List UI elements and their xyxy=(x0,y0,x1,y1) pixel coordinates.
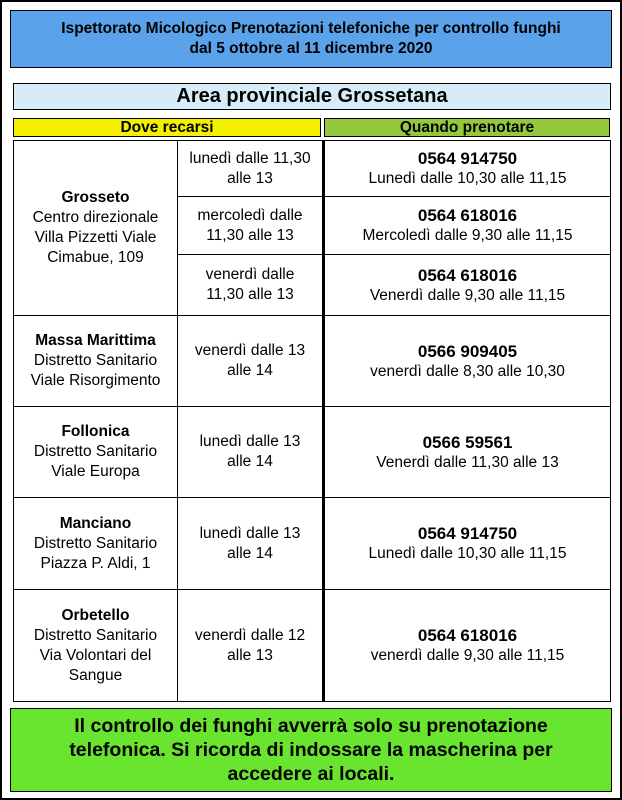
location-name: Massa Marittima xyxy=(35,332,156,349)
day-cell xyxy=(178,255,322,315)
phone-number[interactable]: 0566 59561 xyxy=(422,432,513,452)
phone-number[interactable]: 0564 618016 xyxy=(417,626,518,645)
location-name: Orbetello xyxy=(61,606,130,624)
column-header-where: Dove recarsi xyxy=(13,118,321,137)
location-name: Grosseto xyxy=(61,189,130,206)
day-cell xyxy=(178,498,322,589)
location-cell xyxy=(14,407,177,497)
day-cell xyxy=(178,590,322,701)
booking-cell xyxy=(325,141,610,196)
day-text: venerdì dalle 13 xyxy=(194,342,306,359)
booking-cell xyxy=(325,407,610,497)
location-address-line: Cimabue, 109 xyxy=(47,249,144,266)
location-address-line: Distretto Sanitario xyxy=(33,534,158,552)
location-name: Follonica xyxy=(61,423,130,440)
booking-hours: Mercoledì dalle 9,30 alle 11,15 xyxy=(362,227,573,244)
day-cell xyxy=(178,197,322,254)
day-text: lunedì dalle 13 xyxy=(199,433,301,450)
footer-notice xyxy=(10,708,612,792)
location-address-line: Distretto Sanitario xyxy=(33,626,158,644)
booking-hours: Venerdì dalle 11,30 alle 13 xyxy=(376,453,559,471)
location-address-line: Viale Risorgimento xyxy=(30,372,161,389)
booking-cell xyxy=(325,498,610,589)
location-address-line: Sangue xyxy=(68,666,123,684)
booking-cell xyxy=(325,197,610,254)
day-text: lunedì dalle 11,30 xyxy=(189,149,311,167)
day-text: alle 13 xyxy=(227,646,273,664)
location-cell xyxy=(14,590,177,701)
booking-hours: Venerdì dalle 9,30 alle 11,15 xyxy=(369,286,566,304)
booking-hours: Lunedì dalle 10,30 alle 11,15 xyxy=(368,170,567,187)
day-text: alle 14 xyxy=(227,453,273,470)
day-text: alle 14 xyxy=(227,544,273,562)
location-cell xyxy=(14,498,177,589)
day-text: lunedì dalle 13 xyxy=(199,524,301,542)
day-cell xyxy=(178,141,322,196)
day-text: 11,30 alle 13 xyxy=(206,226,294,244)
location-name: Manciano xyxy=(59,514,132,532)
day-cell xyxy=(178,316,322,406)
header-title: Ispettorato Micologico Prenotazioni telefoniche per controllo funghi xyxy=(61,20,561,37)
phone-number[interactable]: 0564 618016 xyxy=(417,265,518,285)
day-text: venerdì dalle xyxy=(205,266,295,283)
location-address-line: Viale Europa xyxy=(51,463,140,480)
footer-line: Il controllo dei funghi avverrà solo su prenotazione xyxy=(74,715,548,737)
phone-number[interactable]: 0564 914750 xyxy=(417,149,518,168)
location-address-line: Distretto Sanitario xyxy=(33,352,158,369)
phone-number[interactable]: 0566 909405 xyxy=(417,341,518,361)
header-dates: dal 5 ottobre al 11 dicembre 2020 xyxy=(189,40,433,57)
booking-hours: venerdì dalle 8,30 alle 10,30 xyxy=(370,362,565,380)
location-cell xyxy=(14,316,177,406)
location-cell xyxy=(14,141,177,315)
footer-line: telefonica. Si ricorda di indossare la mascherina per xyxy=(69,739,553,761)
location-address-line: Centro direzionale xyxy=(32,209,159,226)
day-text: venerdì dalle 12 xyxy=(194,626,306,644)
column-header-when: Quando prenotare xyxy=(324,118,610,137)
day-text: alle 14 xyxy=(227,362,273,379)
day-text: mercoledì dalle xyxy=(197,206,303,224)
day-text: 11,30 alle 13 xyxy=(206,286,294,303)
booking-cell xyxy=(325,316,610,406)
location-address-line: Via Volontari del xyxy=(39,646,152,664)
booking-cell xyxy=(325,590,610,701)
day-text: alle 13 xyxy=(227,169,273,187)
phone-number[interactable]: 0564 914750 xyxy=(417,524,518,543)
area-title: Area provinciale Grossetana xyxy=(13,83,611,110)
booking-hours: Lunedì dalle 10,30 alle 11,15 xyxy=(368,545,567,562)
location-address-line: Distretto Sanitario xyxy=(33,443,158,460)
booking-cell xyxy=(325,255,610,315)
footer-line: accedere ai locali. xyxy=(227,763,395,785)
location-address-line: Piazza P. Aldi, 1 xyxy=(40,554,151,572)
booking-hours: venerdì dalle 9,30 alle 11,15 xyxy=(370,647,565,664)
schedule-table xyxy=(13,140,611,702)
location-address-line: Villa Pizzetti Viale xyxy=(34,229,157,246)
day-cell xyxy=(178,407,322,497)
page-header xyxy=(10,10,612,68)
phone-number[interactable]: 0564 618016 xyxy=(417,206,518,225)
